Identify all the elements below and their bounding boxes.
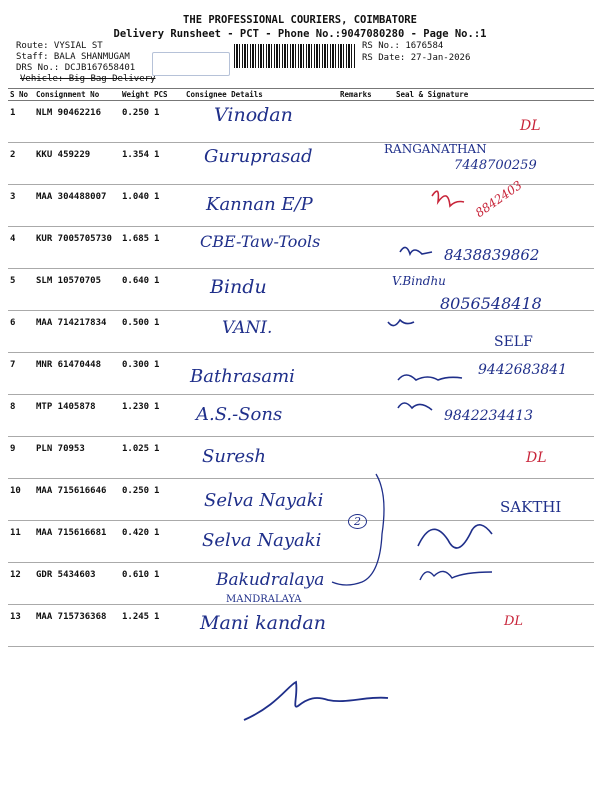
row-pcs: 1	[152, 437, 184, 479]
row-sno: 4	[8, 227, 34, 269]
row-sno: 12	[8, 563, 34, 605]
col-pcs: PCS	[152, 89, 184, 101]
row-consignment-no: SLM 10570705	[34, 269, 120, 311]
row-sno: 10	[8, 479, 34, 521]
hw-name-6: VANI.	[222, 318, 273, 338]
row-consignment-no: GDR 5434603	[34, 563, 120, 605]
row-sno: 2	[8, 143, 34, 185]
row-consignment-no: KKU 459229	[34, 143, 120, 185]
row-weight: 1.245	[120, 605, 152, 647]
col-consignment: Consignment No	[34, 89, 120, 101]
hw-phone-row8: 9842234413	[444, 408, 534, 424]
runsheet-title: Delivery Runsheet - PCT - Phone No.:9047080280 - Page No.:1	[113, 28, 487, 40]
hw-ranganathan-phone: 7448700259	[454, 158, 537, 173]
hw-name-2: Guruprasad	[204, 146, 313, 167]
row-weight: 1.040	[120, 185, 152, 227]
hw-phone-row4: 8438839862	[444, 246, 540, 264]
hw-vbindu: V.Bindhu	[392, 274, 446, 288]
drs-label: DRS No.: DCJB167658401	[16, 63, 136, 73]
hw-name-3: Kannan E/P	[206, 194, 313, 215]
row-consignment-no: MAA 715616646	[34, 479, 120, 521]
row-consignment-no: MAA 714217834	[34, 311, 120, 353]
hw-phone-row5: 8056548418	[440, 294, 542, 313]
hw-mandralaya: MANDRALAYA	[226, 594, 302, 605]
row-pcs: 1	[152, 395, 184, 437]
signature-row8	[398, 403, 432, 410]
hw-name-8: A.S.-Sons	[196, 404, 283, 425]
hw-name-10: Selva Nayaki	[204, 490, 324, 511]
row-weight: 1.354	[120, 143, 152, 185]
col-weight: Weight	[120, 89, 152, 101]
col-sno: S No	[8, 89, 34, 101]
hw-ranganathan: RANGANATHAN	[384, 142, 487, 156]
signature-row4	[400, 247, 432, 254]
vehicle-label: Vehicle: Big Bag Delivery	[20, 74, 156, 84]
row-sno: 1	[8, 101, 34, 143]
signature-row7	[398, 375, 462, 380]
row-sno: 9	[8, 437, 34, 479]
row-weight: 0.500	[120, 311, 152, 353]
signature-row6	[388, 320, 414, 326]
hw-name-5: Bindu	[210, 276, 267, 298]
hw-self: SELF	[494, 334, 533, 350]
row-consignment-no: MTP 1405878	[34, 395, 120, 437]
row-weight: 1.025	[120, 437, 152, 479]
hw-name-7: Bathrasami	[190, 366, 295, 387]
row-pcs: 1	[152, 227, 184, 269]
row-pcs: 1	[152, 311, 184, 353]
hw-name-1: Vinodan	[214, 104, 293, 126]
col-consignee: Consignee Details	[184, 89, 338, 101]
hw-name-9: Suresh	[202, 446, 267, 467]
signature-row12	[420, 571, 492, 580]
col-signature: Seal & Signature	[394, 89, 594, 101]
row-weight: 0.250	[120, 479, 152, 521]
row-pcs: 1	[152, 353, 184, 395]
row-consignment-no: KUR 7005705730	[34, 227, 120, 269]
hw-phone-row3: 8842403	[472, 177, 525, 221]
row-sno: 8	[8, 395, 34, 437]
runner-signature	[236, 676, 396, 728]
hw-name-13: Mani kandan	[200, 612, 326, 634]
hw-name-11: Selva Nayaki	[202, 530, 322, 551]
row-sno: 5	[8, 269, 34, 311]
row-consignment-no: PLN 70953	[34, 437, 120, 479]
rs-date: RS Date: 27-Jan-2026	[362, 53, 471, 63]
row-weight: 0.300	[120, 353, 152, 395]
row-pcs: 1	[152, 521, 184, 563]
row-consignment-no: NLM 90462216	[34, 101, 120, 143]
row-sno: 13	[8, 605, 34, 647]
row-sno: 6	[8, 311, 34, 353]
hw-name-4: CBE-Taw-Tools	[200, 232, 321, 251]
row-consignment-no: MAA 715736368	[34, 605, 120, 647]
row-sno: 7	[8, 353, 34, 395]
staff-label: Staff: BALA SHANMUGAM	[16, 52, 130, 62]
hw-phone-row7: 9442683841	[478, 362, 568, 378]
hw-sakthi: SAKTHI	[500, 498, 562, 516]
hw-name-12: Bakudralaya	[216, 570, 325, 590]
company-name: THE PROFESSIONAL COURIERS, COIMBATORE	[183, 14, 417, 26]
hw-dl-row13: DL	[504, 614, 524, 629]
row-pcs: 1	[152, 101, 184, 143]
row-weight: 1.685	[120, 227, 152, 269]
row-consignment-no: MAA 715616681	[34, 521, 120, 563]
row-pcs: 1	[152, 605, 184, 647]
row-pcs: 1	[152, 563, 184, 605]
rs-number: RS No.: 1676584	[362, 41, 444, 51]
col-remarks: Remarks	[338, 89, 394, 101]
row-pcs: 1	[152, 269, 184, 311]
bracket-rows-10-12	[332, 474, 384, 585]
signature-row11	[418, 525, 492, 548]
signature-row3	[432, 191, 464, 206]
row-pcs: 1	[152, 143, 184, 185]
row-sno: 3	[8, 185, 34, 227]
row-weight: 0.640	[120, 269, 152, 311]
row-consignment-no: MAA 304488007	[34, 185, 120, 227]
row-pcs: 1	[152, 185, 184, 227]
row-weight: 1.230	[120, 395, 152, 437]
row-pcs: 1	[152, 479, 184, 521]
hw-circled-two: 2	[348, 514, 367, 529]
hw-dl-row9: DL	[526, 450, 547, 466]
row-weight: 0.420	[120, 521, 152, 563]
row-sno: 11	[8, 521, 34, 563]
row-weight: 0.250	[120, 101, 152, 143]
hw-dl-row1: DL	[520, 118, 541, 134]
row-weight: 0.610	[120, 563, 152, 605]
row-consignment-no: MNR 61470448	[34, 353, 120, 395]
route-label: Route: VYSIAL ST	[16, 41, 103, 51]
